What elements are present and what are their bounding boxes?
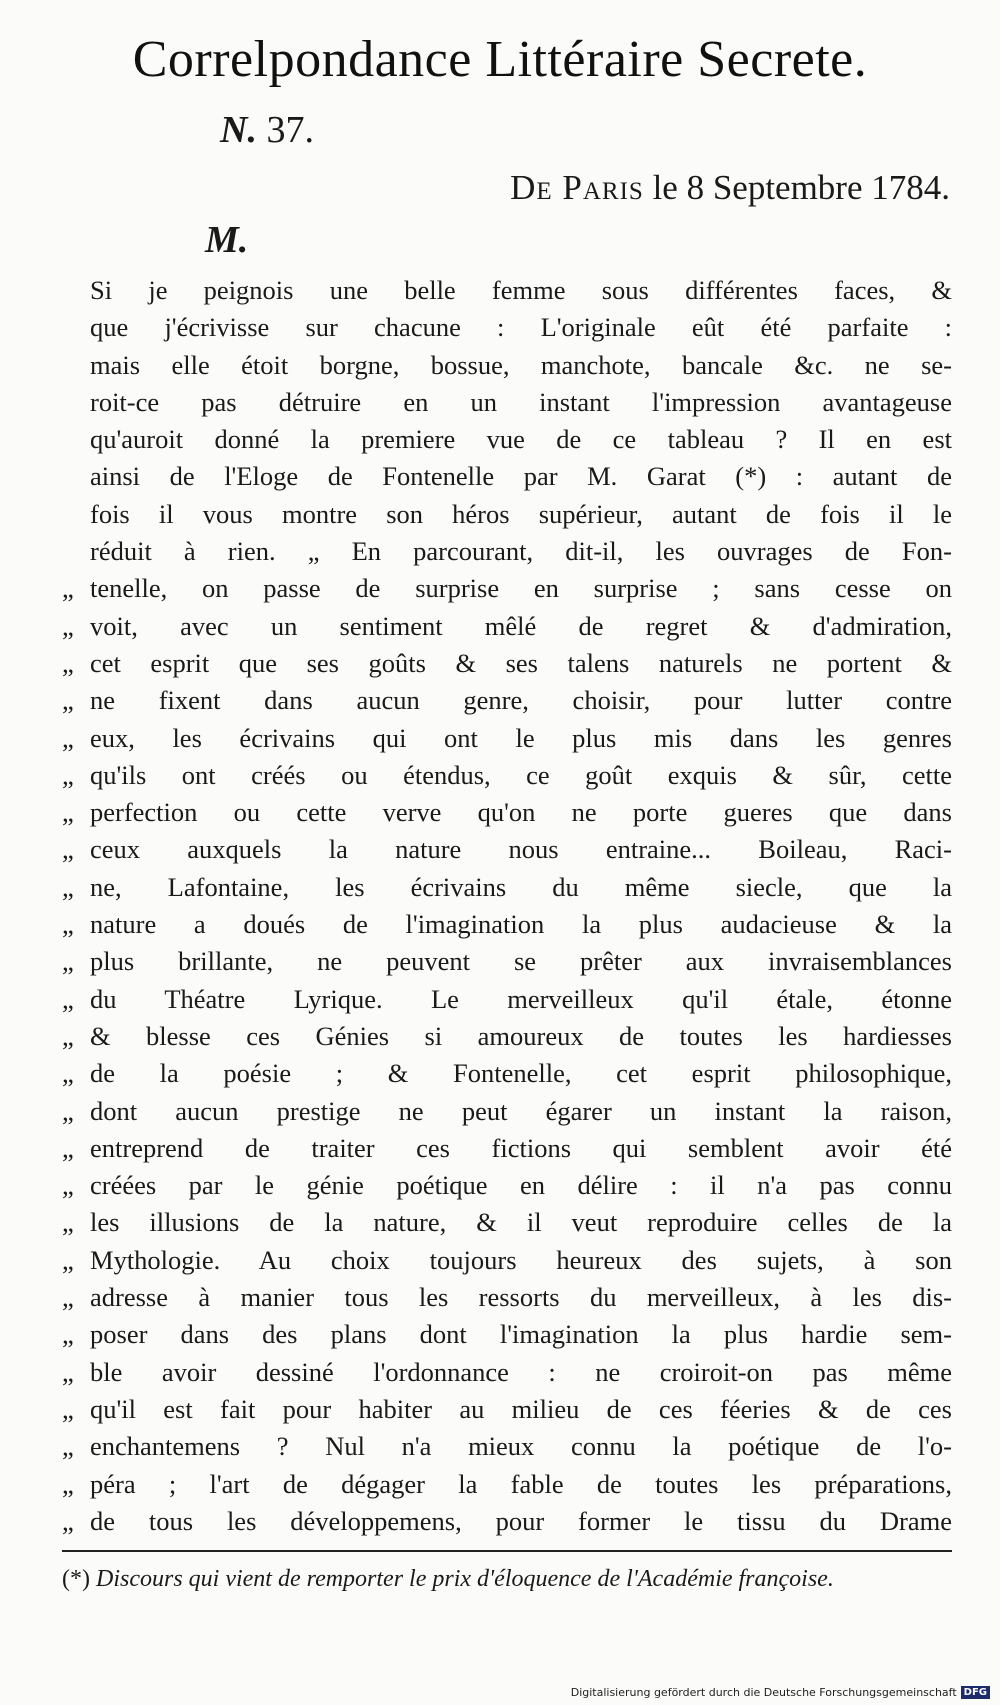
- line-text: Si je peignois une belle femme sous différentes faces, &: [90, 275, 952, 305]
- text-line: [62, 1093, 952, 1130]
- line-text: voit, avec un sentiment mêlé de regret & d'admiration,: [90, 610, 952, 641]
- issue-number-value: 37.: [266, 109, 314, 151]
- quote-mark: [62, 347, 90, 384]
- quote-mark: „: [62, 1244, 74, 1275]
- quote-mark: „: [62, 834, 74, 865]
- text-line: [62, 309, 952, 346]
- quote-mark: „: [62, 722, 74, 753]
- quote-mark: [62, 309, 90, 346]
- line-text: qu'il est fait pour habiter au milieu de ces féeries & de ces: [90, 1393, 952, 1424]
- text-line: [62, 645, 952, 682]
- text-line: [62, 496, 952, 533]
- text-line: [62, 384, 952, 421]
- salutation: M.: [205, 219, 249, 261]
- quote-mark: „: [62, 647, 74, 678]
- dateline-place: De Paris: [510, 168, 644, 207]
- line-text: de la poésie ; & Fontenelle, cet esprit philosophique,: [90, 1058, 952, 1089]
- line-text: que j'écrivisse sur chacune : L'originale eût été parfaite :: [90, 312, 952, 343]
- quote-mark: „: [62, 797, 74, 828]
- quote-mark: „: [62, 1393, 74, 1424]
- footnote-text: Discours qui vient de remporter le prix d'éloquence de l'Académie françoise.: [95, 1566, 834, 1592]
- line-text: réduit à rien. „ En parcourant, dit-il, les ouvrages de Fon-: [90, 536, 952, 567]
- quote-mark: „: [62, 759, 74, 790]
- quote-mark: „: [62, 871, 74, 902]
- line-text: du Théatre Lyrique. Le merveilleux qu'il étale, étonne: [90, 983, 952, 1014]
- line-text: péra ; l'art de dégager la fable de toutes les préparations,: [90, 1468, 952, 1499]
- quote-mark: „: [62, 1505, 74, 1536]
- text-line: [62, 1391, 952, 1428]
- line-text: qu'ils ont créés ou étendus, ce goût exquis & sûr, cette: [90, 759, 952, 790]
- text-line: [62, 272, 952, 309]
- line-text: Mythologie. Au choix toujours heureux des sujets, à son: [90, 1244, 952, 1275]
- quote-mark: [62, 384, 90, 421]
- quote-mark: „: [62, 1356, 74, 1387]
- footnote: [62, 1562, 952, 1596]
- quote-mark: „: [62, 946, 74, 977]
- line-text: plus brillante, ne peuvent se prêter aux invraisemblances: [90, 946, 952, 977]
- text-line: [62, 533, 952, 570]
- body-text: [62, 272, 952, 1540]
- text-line: [62, 1204, 952, 1241]
- quote-mark: „: [62, 1020, 74, 1051]
- quote-mark: „: [62, 685, 74, 716]
- quote-mark: „: [62, 1058, 74, 1089]
- line-text: créées par le génie poétique en délire : il n'a pas connu: [90, 1170, 952, 1201]
- line-text: roit-ce pas détruire en un instant l'impression avantageuse: [90, 386, 952, 417]
- line-text: dont aucun prestige ne peut égarer un instant la raison,: [90, 1095, 952, 1126]
- text-line: [62, 943, 952, 980]
- issue-number: [220, 108, 314, 152]
- line-text: cet esprit que ses goûts & ses talens naturels ne portent &: [90, 647, 952, 678]
- issue-number-prefix: N.: [220, 109, 257, 151]
- text-line: [62, 906, 952, 943]
- line-text: ble avoir dessiné l'ordonnance : ne croiroit-on pas même: [90, 1356, 952, 1387]
- quote-mark: [62, 496, 90, 533]
- line-text: & blesse ces Génies si amoureux de toutes les hardiesses: [90, 1020, 952, 1051]
- line-text: ne, Lafontaine, les écrivains du même siecle, que la: [90, 871, 952, 902]
- line-text: perfection ou cette verve qu'on ne porte gueres que dans: [90, 797, 952, 828]
- quote-mark: „: [62, 1170, 74, 1201]
- text-line: [62, 1130, 952, 1167]
- line-text: adresse à manier tous les ressorts du merveilleux, à les dis-: [90, 1282, 952, 1313]
- line-text: eux, les écrivains qui ont le plus mis dans les genres: [90, 722, 952, 753]
- text-line: [62, 1167, 952, 1204]
- line-text: fois il vous montre son héros supérieur, autant de fois il le: [90, 498, 952, 529]
- quote-mark: „: [62, 1282, 74, 1313]
- quote-mark: „: [62, 983, 74, 1014]
- text-line: [62, 1503, 952, 1540]
- text-line: [62, 757, 952, 794]
- quote-mark: „: [62, 1095, 74, 1126]
- text-line: [62, 1428, 952, 1465]
- footnote-mark: (*): [62, 1566, 90, 1592]
- footnote-separator: [62, 1550, 952, 1552]
- text-line: [62, 608, 952, 645]
- text-line: [62, 421, 952, 458]
- line-text: poser dans des plans dont l'imagination la plus hardie sem-: [90, 1319, 952, 1350]
- quote-mark: [62, 421, 90, 458]
- text-line: [62, 981, 952, 1018]
- quote-mark: „: [62, 1207, 74, 1238]
- text-line: [62, 1018, 952, 1055]
- quote-mark: „: [62, 573, 74, 604]
- text-line: [62, 682, 952, 719]
- text-line: [62, 869, 952, 906]
- line-text: enchantemens ? Nul n'a mieux connu la poétique de l'o-: [90, 1431, 952, 1462]
- line-text: nature a doués de l'imagination la plus audacieuse & la: [90, 909, 952, 940]
- quote-mark: „: [62, 909, 74, 940]
- credit-text: Digitalisierung gefördert durch die Deutsche Forschungsgemeinschaft: [570, 1686, 957, 1699]
- line-text: ainsi de l'Eloge de Fontenelle par M. Garat (*) : autant de: [90, 461, 952, 492]
- quote-mark: „: [62, 1468, 74, 1499]
- dfg-logo: DFG: [961, 1686, 990, 1699]
- line-text: entreprend de traiter ces fictions qui semblent avoir été: [90, 1132, 952, 1163]
- dateline: [510, 168, 950, 208]
- line-text: mais elle étoit borgne, bossue, manchote, bancale &c. ne se-: [90, 349, 952, 380]
- text-line: [62, 570, 952, 607]
- text-line: [62, 794, 952, 831]
- line-text: de tous les développemens, pour former le tissu du Drame: [90, 1505, 952, 1536]
- quote-mark: „: [62, 1431, 74, 1462]
- text-line: [62, 1279, 952, 1316]
- line-text: qu'auroit donné la premiere vue de ce tableau ? Il en est: [90, 424, 952, 455]
- text-line: [62, 831, 952, 868]
- text-line: [62, 1466, 952, 1503]
- line-text: ne fixent dans aucun genre, choisir, pour lutter contre: [90, 685, 952, 716]
- quote-mark: „: [62, 610, 74, 641]
- dateline-date: le 8 Septembre 1784.: [652, 168, 950, 207]
- quote-mark: [62, 533, 90, 570]
- text-line: [62, 720, 952, 757]
- text-line: [62, 1316, 952, 1353]
- digitization-credit: [571, 1686, 990, 1699]
- line-text: ceux auxquels la nature nous entraine... Boileau, Raci-: [90, 834, 952, 865]
- quote-mark: [62, 272, 90, 309]
- quote-mark: „: [62, 1132, 74, 1163]
- quote-mark: [62, 458, 90, 495]
- line-text: les illusions de la nature, & il veut reproduire celles de la: [90, 1207, 952, 1238]
- line-text: tenelle, on passe de surprise en surprise ; sans cesse on: [90, 573, 952, 604]
- quote-mark: „: [62, 1319, 74, 1350]
- page-title: Correlpondance Littéraire Secrete.: [132, 31, 868, 88]
- text-line: [62, 458, 952, 495]
- text-line: [62, 1055, 952, 1092]
- text-line: [62, 347, 952, 384]
- text-line: [62, 1242, 952, 1279]
- text-line: [62, 1354, 952, 1391]
